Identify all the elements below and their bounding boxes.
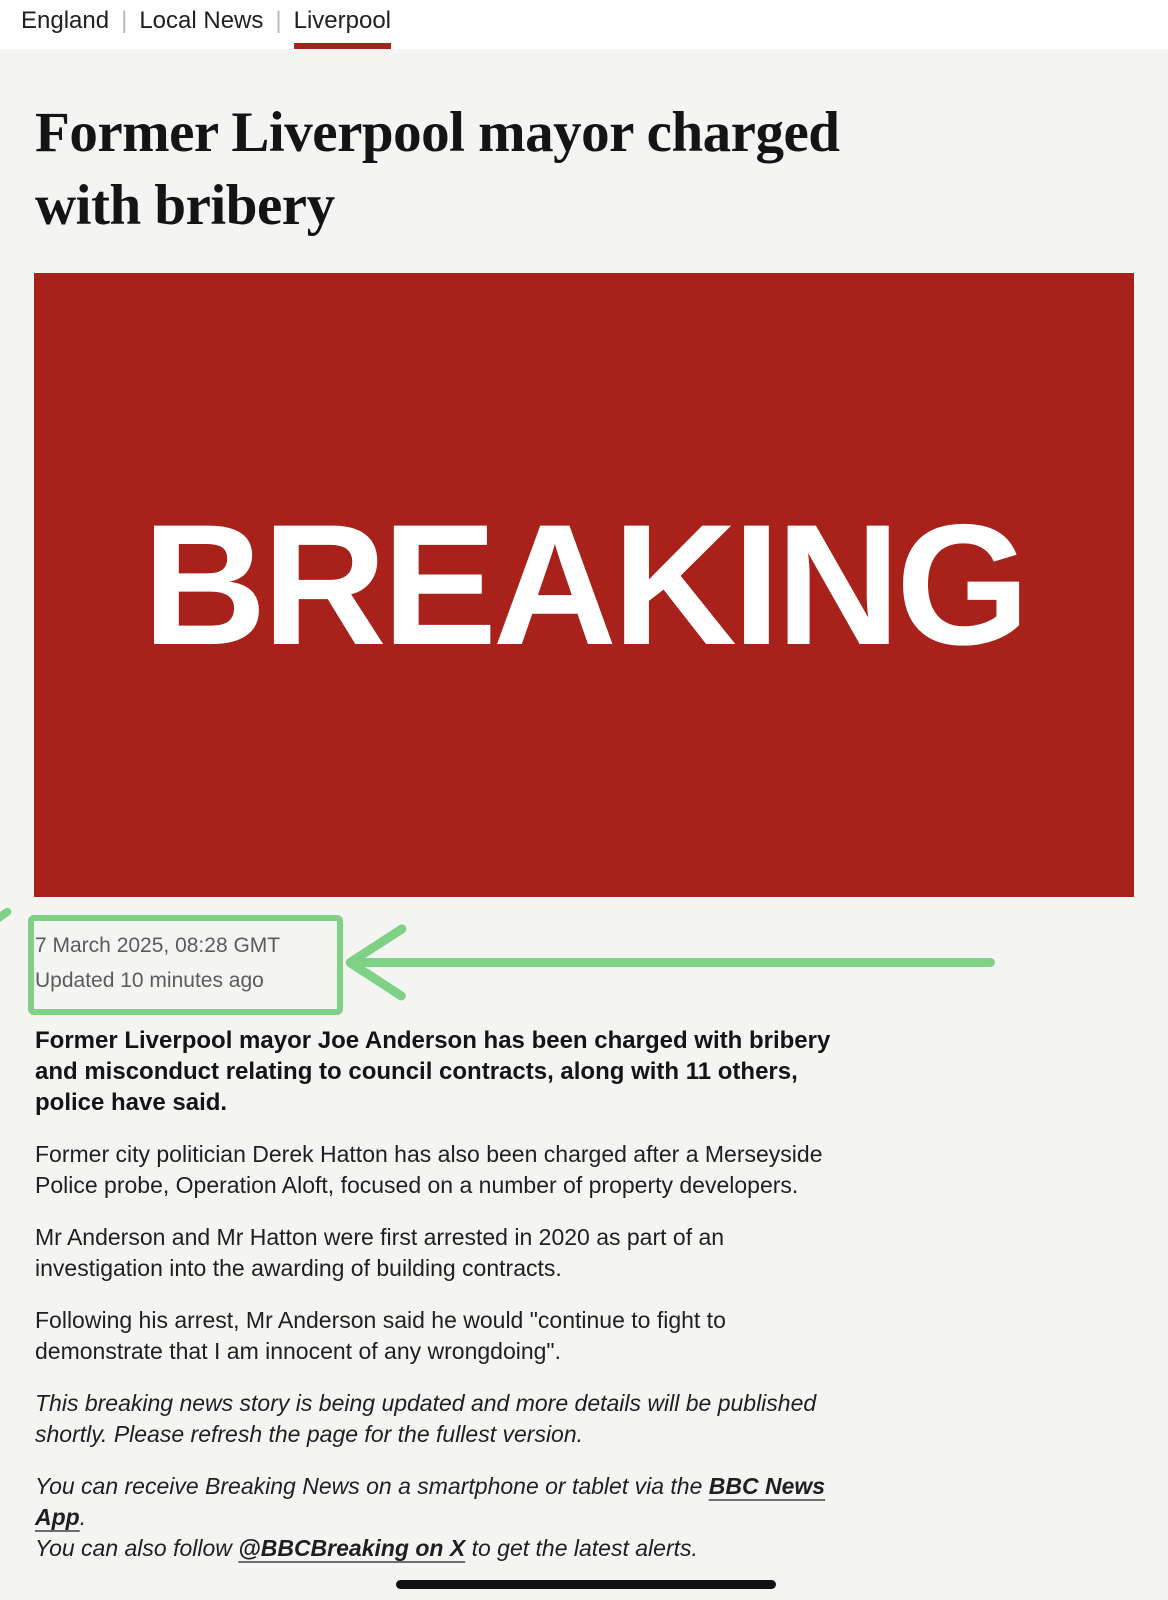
bbcbreaking-x-link[interactable]: @BBCBreaking on X <box>238 1535 466 1561</box>
page-title-line-2: with bribery <box>35 174 335 237</box>
bbc-news-app-link[interactable]: BBC News App <box>35 1473 826 1530</box>
paragraph: Mr Anderson and Mr Hatton were first arrested in 2020 as part of an investigation into the awarding of building contracts. <box>35 1224 725 1281</box>
breadcrumb-separator: | <box>121 6 128 34</box>
follow-line-1 <box>35 1471 847 1533</box>
published-timestamp: 7 March 2025, 08:28 GMT <box>35 934 281 957</box>
page-title <box>35 96 1115 242</box>
breadcrumb <box>0 0 1168 49</box>
page-title-line-1: Former Liverpool mayor charged <box>35 101 840 164</box>
paragraph: Following his arrest, Mr Anderson said he would "continue to fight to demonstrate that I am innocent of any wrongdoing". <box>35 1307 726 1364</box>
breadcrumb-separator: | <box>275 6 282 34</box>
follow-text: You can also follow <box>35 1535 239 1561</box>
annotation-arrow-shaft <box>356 958 995 967</box>
lead-paragraph: Former Liverpool mayor Joe Anderson has been charged with bribery and misconduct relating to council contracts, along with 11 others, police have said. <box>35 1027 831 1116</box>
breadcrumb-item-england[interactable]: England <box>21 6 110 34</box>
follow-text: to get the latest alerts. <box>465 1535 698 1561</box>
breaking-story-note: This breaking news story is being updated and more details will be published shortly. Please refresh the page for the fullest version. <box>35 1390 817 1447</box>
paragraph: Former city politician Derek Hatton has also been charged after a Merseyside Police probe, Operation Aloft, focused on a number of property developers. <box>35 1141 823 1198</box>
breaking-banner-image <box>34 273 1134 897</box>
breaking-banner-text: BREAKING <box>142 489 1026 681</box>
article-body <box>35 1025 847 1564</box>
home-indicator-bar[interactable] <box>396 1580 776 1589</box>
updated-timestamp: Updated 10 minutes ago <box>35 969 264 992</box>
breadcrumb-item-liverpool[interactable]: Liverpool <box>294 0 391 49</box>
annotation-stray-mark <box>0 906 13 927</box>
follow-text: . <box>79 1504 87 1530</box>
follow-text: You can receive Breaking News on a smartphone or tablet via the <box>35 1473 709 1499</box>
follow-paragraph <box>35 1471 847 1564</box>
annotation-highlight-box <box>28 915 343 1015</box>
breadcrumb-item-local-news[interactable]: Local News <box>139 6 264 34</box>
follow-line-2 <box>35 1533 847 1564</box>
